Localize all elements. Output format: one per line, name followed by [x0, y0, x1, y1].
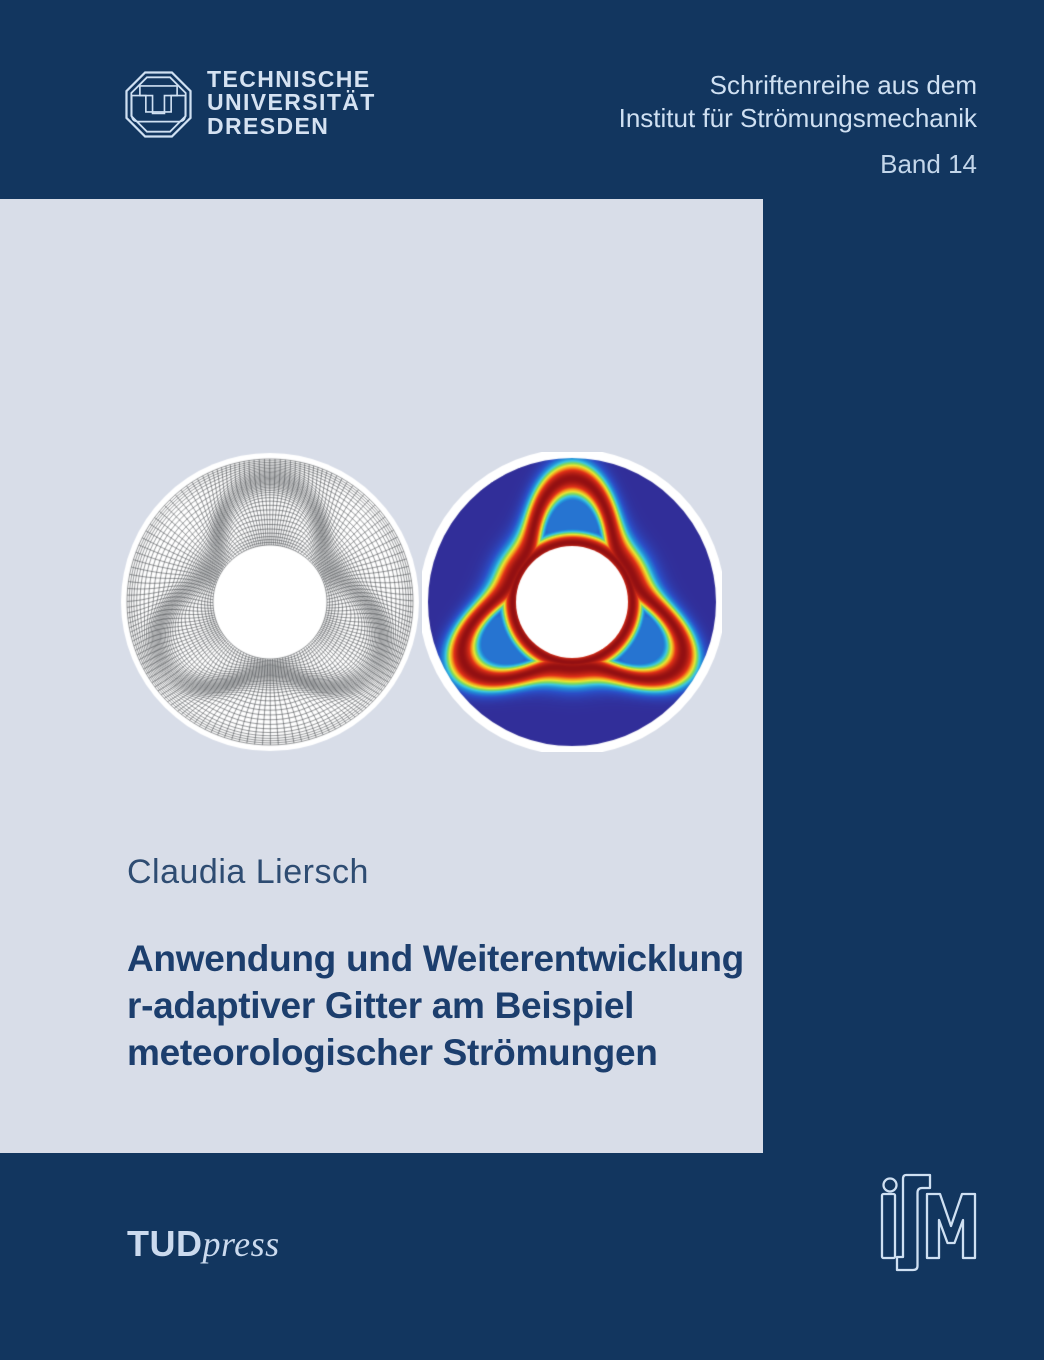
- title-line1: Anwendung und Weiterentwicklung: [127, 938, 744, 979]
- title-line2: r-adaptiver Gitter am Beispiel: [127, 985, 635, 1026]
- title-line3: meteorologischer Strömungen: [127, 1032, 658, 1073]
- ism-i-stem: [882, 1194, 895, 1258]
- university-line2: UNIVERSITÄT: [207, 89, 376, 116]
- mesh-figure: [120, 452, 420, 752]
- university-line3: DRESDEN: [207, 112, 330, 139]
- tu-monogram-u: [132, 96, 186, 122]
- ism-s-stroke: [897, 1175, 930, 1270]
- series-line2: Institut für Strömungsmechanik: [618, 103, 977, 133]
- heatmap-figure: [422, 452, 722, 752]
- university-line1: TECHNISCHE: [207, 66, 371, 92]
- publisher-tud: TUD: [127, 1223, 203, 1264]
- ism-monogram-logo: [878, 1158, 980, 1278]
- ism-m: [927, 1194, 975, 1258]
- publisher-press: press: [202, 1224, 280, 1264]
- series-band-number: Band 14: [880, 149, 977, 179]
- tu-dresden-octagon-logo: [125, 71, 192, 138]
- series-title: [619, 69, 977, 135]
- series-line1: Schriftenreihe aus dem: [709, 70, 977, 100]
- publisher-logo: [127, 1224, 280, 1264]
- ism-i-dot: [884, 1179, 897, 1192]
- university-wordmark: [207, 68, 376, 138]
- author-name: Claudia Liersch: [127, 853, 369, 891]
- book-title: [127, 935, 744, 1076]
